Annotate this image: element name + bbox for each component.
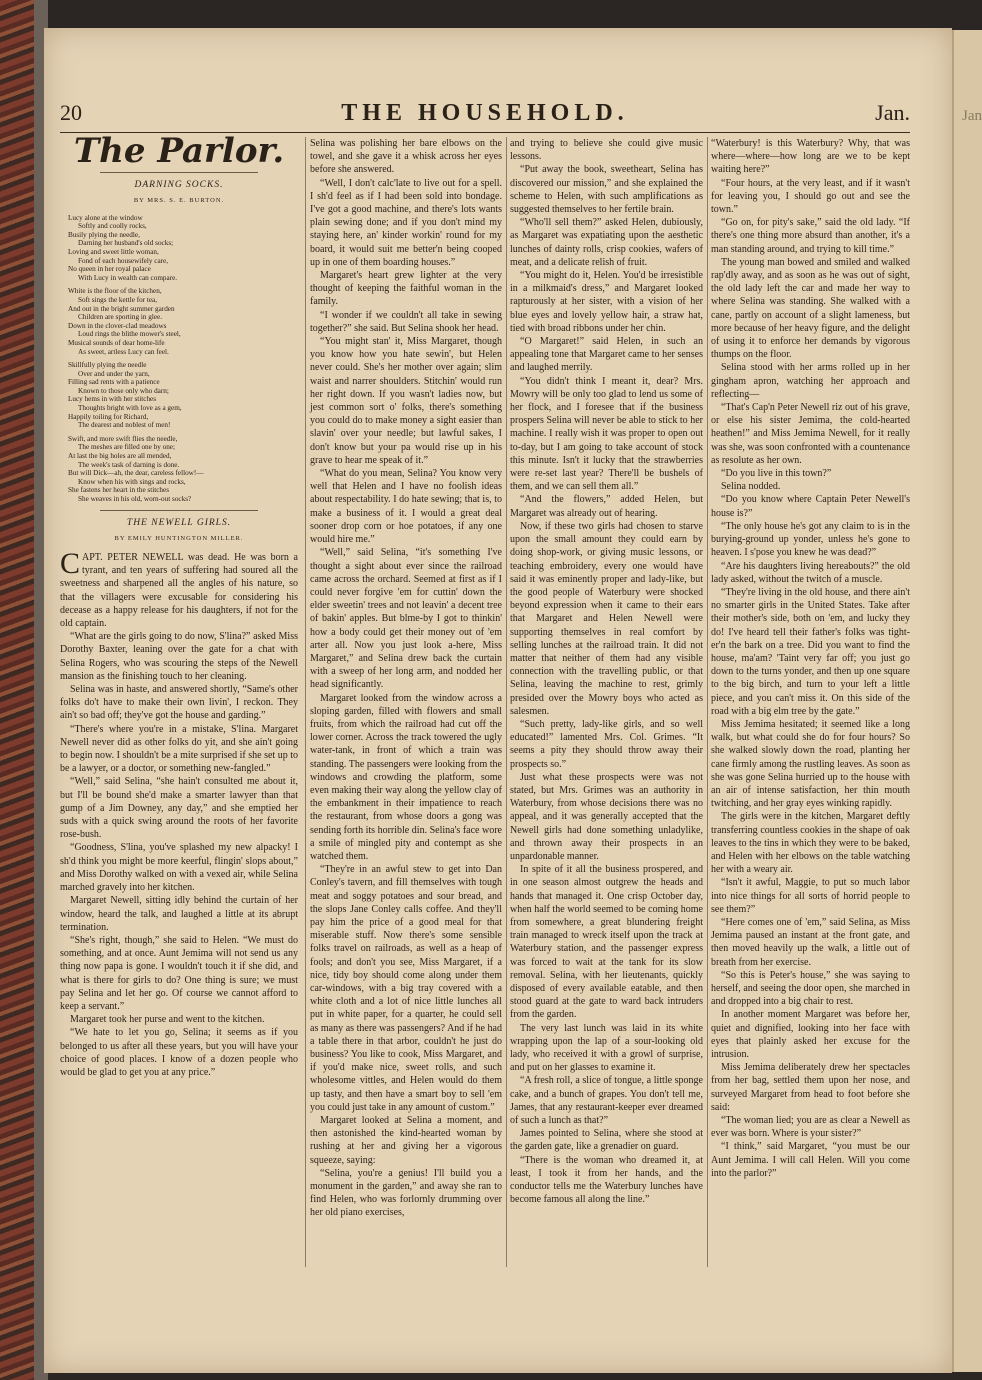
poem-line: Loving and sweet little woman, [68,247,159,256]
paragraph: “O Margaret!” said Helen, in such an appealing tone that Margaret came to her senses and laughed merrily. [510,336,703,374]
column-rule [305,137,306,1267]
poem-stanza [68,435,298,504]
column-4 [711,137,910,1180]
poem-line: Softly and coolly rocks, [78,222,147,231]
poem-line: She weaves in his old, worn-out socks? [78,495,192,504]
paragraph: The young man bowed and smiled and walked rap'dly away, and as soon as he was out of sight, the old lady left the car and made her way to where Selina was standing. She walked with a cane, partly on account of a slight lameness, but more because of her heavy figure, and the delight of using it to enforce her demands by vigorous thumps on the floor. [711,256,910,361]
paragraph: Margaret looked at Selina a moment, and then astonished the kind-hearted woman by rushing at her and giving her a vigorous squeeze, saying: [310,1115,502,1166]
column-rule [506,137,507,1267]
divider [100,172,258,173]
paragraph: “You might stan' it, Miss Margaret, though you know how you hate sewin', but Helen never could. She's her mother over again; slim waist and narrer shoulders. Stitchin' would run her right down. If you wasn't ladies now, but jest common sort o' folks, there's something you could do to make money a sight easier than slavin' over your needle; but lawful sakes, I don't know but your pa would rise up in his grave to hear me speak of it.” [310,336,502,466]
paragraph: Just what these prospects were was not stated, but Mrs. Grimes was an authority in Waterbury, from whose decisions there was no appeal, and it was generally accepted that the Newell girls had done something unladylike, and thrown away their prospects in an unpardonable manner. [510,771,703,862]
paragraph: “Well,” said Selina, “it's something I've thought a sight about ever since the railroad came across the orchard. Seemed at first as if I could never forgive 'em for cuttin' down the elder sweetin' trees and not leavin' a decent tree of bakin' apples. But blme-by I got to thinkin' how a body could get their money out of 'em arter all. Now you just look a-here, Miss Margaret,” and Selina drew back the curtain with a sweep of her long arm, and nodded her head significantly. [310,547,502,691]
paragraph: James pointed to Selina, where she stood at the garden gate, like a grenadier on guard. [510,1128,703,1153]
poem-line: She fastens her heart in the stitches [68,486,169,495]
paragraph: “Do you know where Captain Peter Newell's house is?” [711,494,910,519]
paragraph: “Well,” said Selina, “she hain't consulted me about it, but I'll be bound she'd make a smarter lawyer than that gump of a Jim Downey, any day,” and she emptied her suds with a quick swing around the roots of her favorite rose-bush. [60,776,298,841]
issue-month: Jan. [875,100,910,125]
paragraph: “Are his daughters living hereabouts?” the old lady asked, without the twitch of a muscle. [711,560,910,585]
story-author: BY EMILY HUNTINGTON MILLER. [114,534,244,542]
poem-line: Swift, and more swift flies the needle, [68,434,178,443]
column-rule [707,137,708,1267]
page-number: 20 [60,100,82,125]
poem-line: And out in the bright summer garden [68,304,175,313]
paragraph: “Put away the book, sweetheart, Selina has discovered our mission,” and she explained the scheme to Helen, with such amplifications as suggested themselves to her fertile brain. [510,164,703,216]
poem-line: Lucy alone at the window [68,213,143,222]
next-page-label: Jan [962,108,982,124]
paragraph: “The woman lied; you are as clear a Newell as ever was born. Where is your sister?” [711,1115,910,1140]
poem-line: At last the big holes are all mended, [68,452,172,461]
poem-line: The dearest and noblest of men! [78,421,171,430]
poem-line: Known to those only who darn; [78,386,169,395]
paragraph: Selina was polishing her bare elbows on the towel, and she gave it a whisk across her eyes before she answered. [310,138,502,176]
poem-author: BY MRS. S. E. BURTON. [133,197,225,205]
paragraph: “There is the woman who dreamed it, at least, I took it from her hands, and the conductor tells me the Waterbury lunches have become famous all along the line.” [510,1154,703,1206]
poem-line: Fond of each housewifely care, [78,256,169,265]
paragraph: Margaret looked from the window across a sloping garden, filled with flowers and small fruits, from which the railroad had cut off the lower corner. Across the track towered the ugly water-tank, in front of which a train was standing. The passengers were looking from the windows and crowding the platform, some even making their way along the yellow clay of the embankment in their impatience to reach the restaurant, from whose doors a gong was sending forth its horrible din. Selina's face wore a smile of mingled pity and contempt as she watched them. [310,692,502,862]
paragraph: “You might do it, Helen. You'd be irresistible in a milkmaid's dress,” and Margaret looked rapturously at her sister, with a vision of her blue eyes and lovely yellow hair, a straw hat, tied with broad ribbons under her chin. [510,270,703,334]
paragraph: and trying to believe she could give music lessons. [510,138,703,163]
paragraph: “She's right, though,” she said to Helen. “We must do something, and at once. Aunt Jemima will not send us any thing now papa is gone. I wouldn't touch it if she did, and what is there for girls to do? One thing is sure; we must pay Selina and let her go. Of course we cannot afford to keep a servant.” [60,934,298,1012]
paragraph: Miss Jemima hesitated; it seemed like a long walk, but what could she do for four hours? So she walked slowly down the road, planting her cane firmly among the rustling leaves. As soon as she was gone Selina hurried up to the house with an air of intense satisfaction, her thin mouth twitching, and her gray eyes winking rapidly. [711,718,910,810]
paragraph: In another moment Margaret was before her, quiet and dignified, looking into her face with eyes that plainly asked her excuse for the intrusion. [711,1009,910,1061]
story-text [60,547,298,1079]
poem-line: No queen in her royal palace [68,265,151,274]
poem-line: White is the floor of the kitchen, [68,287,162,296]
paragraph: “Do you live in this town?” [721,468,832,480]
column-1 [60,131,298,1079]
poem-line: The meshes are filled one by one; [78,443,175,452]
column-2 [310,137,502,1220]
poem-line: Filling sad rents with a patience [68,378,160,387]
paragraph: “Selina, you're a genius! I'll build you a monument in the garden,” and away she ran to find Helen, who was forlornly drumming over her old piano exercises, [310,1167,502,1219]
page-header [60,100,910,132]
paragraph: Miss Jemima deliberately drew her spectacles from her bag, settled them upon her nose, and surveyed Margaret from head to foot before she said: [711,1062,910,1113]
poem-stanza [68,214,298,283]
paragraph: “I think,” said Margaret, “you must be our Aunt Jemima. I will call Helen. Will you come into the parlor?” [711,1141,910,1179]
poem-line: Happily toiling for Richard, [68,412,149,421]
paragraph: Selina stood with her arms rolled up in her gingham apron, watching her approach and reflecting— [711,362,910,400]
paragraph: Margaret Newell, sitting idly behind the curtain of her window, heard the talk, and laughed a little at its abrupt termination. [60,895,298,933]
poem-line: Musical sounds of dear home-life [68,338,165,347]
paragraph: “They're living in the old house, and there ain't no smarter girls in the United States. Take after their mother's side, both on 'em, and lucky they do! I've heard tell their father's folks was tight-er'n the bark on a tree. Did you want to find the house, ma'am? 'Taint very far off; you just go down to the turns yonder, and then up one square to the big birch, and turn to your left a little piece, and you can't miss it. On this side of the road with a big elm tree by the gate.” [711,586,910,717]
poem [60,214,298,504]
poem-line: The week's task of darning is done. [78,460,180,469]
paragraph: “A fresh roll, a slice of tongue, a little sponge cake, and a bunch of grapes. You don't tell me, James, that any restaurant-keeper ever dreamed of such a lunch as that?” [510,1075,703,1127]
paragraph: In spite of it all the business prospered, and in one season almost outgrew the heads and hands that managed it. One crisp October day, when half the world seemed to be coming home from somewhere, a great blundering freight train managed to wreck itself upon the track at Waterbury station, and the passenger express was forced to wait at the tank for its slow removal. Selina, with her lieutenants, quickly disposed of every available eatable, and then stood guard at the gate to ward back intruders from the garden. [510,864,703,1021]
poem-stanza [68,361,298,430]
column-3 [510,137,703,1206]
paragraph: “And the flowers,” added Helen, but Margaret was already out of hearing. [510,494,703,519]
paragraph: “There's where you're in a mistake, S'lina. Margaret Newell never did as other folks do yit, and she ain't going to begin now. I shouldn't be a mite surprised if she set up to be a lawyer, or a doctor, or something new-fangled.” [60,723,298,775]
story-title: THE NEWELL GIRLS. [126,517,232,528]
paragraph: “We hate to let you go, Selina; it seems as if you belonged to us after all these years, but you will have your choice of good places. I know of a dozen people who would be glad to get you at any price.” [60,1027,298,1078]
paragraph: “What do you mean, Selina? You know very well that Helen and I have no foolish ideas about respectability. I do hate sewing; that is, to make a business of it. I would a great deal sooner drop corn or hoe potatoes, if any one would hire me.” [310,468,502,546]
paragraph: Margaret's heart grew lighter at the very thought of keeping the faithful woman in the family. [310,270,502,308]
poem-line: As sweet, artless Lucy can feel. [78,347,169,356]
poem-line: Thoughts bright with love as a gem, [78,404,182,413]
paragraph: CAPT. PETER NEWELL was dead. He was born a tyrant, and ten years of suffering had soured all the sweetness and sharpened all the angles of his nature, so that the villagers were excusable for considering his decease as a happy release for his daughters, if not for the old captain. [60,547,298,630]
next-page-edge [952,30,982,1372]
paragraph: “Isn't it awful, Maggie, to put so much labor into nice things for all sorts of horrid people to see them?” [711,877,910,915]
paragraph: Now, if these two girls had chosen to starve upon the small amount they could earn by doing shop-work, or giving music lessons, or teaching embroidery, every one would have said it was eminently proper and lady-like, but the good people of Waterbury were shocked beyond expression when it came to their ears that Margaret and Helen Newell were supporting themselves in real comfort by selling lunches at the railroad train. It did not matter that neither of them had any visible connection with the travelling public, or that Selina, leaving the machine to rest, grimly presided over the Mowry boys who acted as salesmen. [510,520,703,717]
poem-line: Soft sings the kettle for tea, [78,295,158,304]
masthead: THE HOUSEHOLD. [341,100,629,126]
poem-line: Skillfully plying the needle [68,361,147,370]
paragraph: Margaret took her purse and went to the kitchen. [70,1014,265,1026]
poem-line: With Lucy in wealth can compare. [78,273,178,282]
poem-line: Lucy hems in with her stitches [68,395,157,404]
poem-line: Loud rings the blithe mower's steel, [78,330,181,339]
paragraph: “I wonder if we couldn't all take in sewing together?” she said. But Selina shook her head. [310,309,502,334]
paragraph: “Go on, for pity's sake,” said the old lady. “If there's one thing more absurd than another, it's a man standing around, and trying to kill time.” [711,217,910,255]
poem-line: Busily plying the needle, [68,230,140,239]
poem-stanza [68,287,298,356]
paragraph: Selina nodded. [721,481,781,493]
poem-line: But will Dick—ah, the dear, careless fellow!— [68,469,204,478]
paragraph: The very last lunch was laid in its white wrapping upon the lap of a sour-looking old lady, who received it with a growl of surprise, and put on her glasses to examine it. [510,1022,703,1074]
paragraph: “You didn't think I meant it, dear? Mrs. Mowry will be only too glad to lend us some of her flock, and I foresee that if the business prospers Selina will never be able to stick to her machine. I really wish it was proper to open out to-day, but I am going to take account of stock this minute. Isn't it lucky that the strawberries were re-set last year? There'll be bushels of them, and we can sell them all.” [510,375,703,493]
poem-line: Know when his with sings and rocks, [78,477,186,486]
divider [100,510,258,511]
poem-title: DARNING SOCKS. [134,180,224,191]
paragraph: “So this is Peter's house,” she was saying to herself, and seeing the door open, she marched in and dropped into a big chair to rest. [711,969,910,1008]
poem-line: Down in the clover-clad meadows [68,321,167,330]
paragraph: “Such pretty, lady-like girls, and so well educated!” lamented Mrs. Col. Grimes. “It seems a pity they should throw away their prospects so.” [510,718,703,770]
paragraph: “Who'll sell them?” asked Helen, dubiously, as Margaret was expatiating upon the aesthetic lunches of dainty rolls, crisp cookies, wafers of meat, and a delicate relish of fruit. [510,217,703,268]
poem-line: Children are sporting in glee. [78,313,163,322]
paragraph: “Here comes one of 'em,” said Selina, as Miss Jemima paused an instant at the front gate, and then moved heavily up the walk, a little out of breath from her exercise. [711,916,910,968]
paragraph: “What are the girls going to do now, S'lina?” asked Miss Dorothy Baxter, leaning over the gate for a chat with Selina Rogers, who was scouring the steps of the Newell mansion as the finishing touch to her cleaning. [60,631,298,682]
paragraph: The girls were in the kitchen, Margaret deftly transferring countless cookies in the shape of oak leaves to the tins in which they were to be baked, and Helen with her elbows on the table watching her with a weary air. [711,811,910,876]
paragraph: “Waterbury! is this Waterbury? Why, that was where—where—how long are we to be kept waiting here?” [711,138,910,176]
paragraph: “Goodness, S'lina, you've splashed my new alpacky! I sh'd think you might be more keerful, flingin' slops about,” and Miss Dorothy walked on with a vexed air, while Selina marched gravely into her kitchen. [60,842,298,894]
paragraph: “Four hours, at the very least, and if it wasn't for leaving you, I should go out and see the town.” [711,177,910,216]
paragraph: Selina was in haste, and answered shortly, “Same's other folks do't have to make their own livin', I reckon. They ain't so bad off; they've got the house and garding.” [60,684,298,722]
section-title: The Parlor. [73,131,285,171]
paragraph: “The only house he's got any claim to is in the burying-ground up yonder, unless he's gone to heaven. I s'pose you knew he was dead?” [711,520,910,559]
paragraph: “That's Cap'n Peter Newell riz out of his grave, or else his sister Jemima, the cold-hearted heathen!” and Miss Jemima Newell, for it really was she, was soon confronted with a countenance as resolute as her own. [711,402,910,466]
paragraph: “They're in an awful stew to get into Dan Conley's tavern, and fill themselves with tough meat and soggy potatoes and sour bread, and the slops Jane Conley calls coffee. And they'll pay him the price of a good meal for that miserable stuff. Now there's some sensible folks travel on railroads, as well as a heap of fools; and don't you see, Miss Margaret, if a nice, tidy boy should come along under them car-windows, with a big tray covered with a white cloth and a lot of nice little lunches all put in white paper, for a quarter, he could sell as many as there was passengers? And if he had a table there in that arbor, couldn't he just do business? You like to cook, Miss Margaret, and if you'd make nice, sweet rolls, and such wholesome vittles, and Helen would do them up tasty, and then have a smart boy to sell 'em you could just take in any amount of custom.” [310,864,502,1113]
paragraph: “Well, I don't calc'late to live out for a spell. I sh'd feel as if I had been sold into bondage. I've got a good machine, and there's lots wants plain sewing done; and if you don't mind my staying here, an' kinder workin' round for my board, it would suit me better'n being cooped up in one of them boarding houses.” [310,177,502,268]
poem-line: Darning her husband's old socks; [78,239,174,248]
poem-line: Over and under the yarn, [78,369,150,378]
